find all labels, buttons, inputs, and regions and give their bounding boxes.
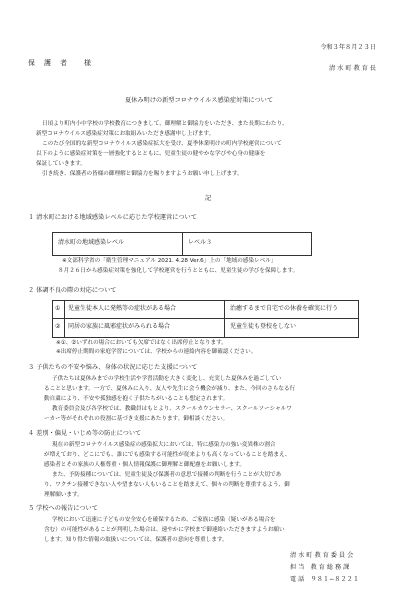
section-4-line: 理解願います。 [44, 492, 83, 498]
symptom-action: 治癒するまで自宅での休養を確実に行う [230, 305, 339, 312]
section-3-line: 教育委員会及び各学校では、教職員はもとより、スクールカウンセラー、スクールソーシャルワ [52, 406, 292, 412]
footer-contact: 担 当 教 育 総 務 課 [290, 564, 350, 571]
intro-line: 引き続き、保護者の皆様の御理解と御協力を賜りますようお願い申し上げます。 [42, 171, 243, 177]
recipient-line: 保 護 者 様 [28, 59, 92, 67]
infection-level-label: 清水町の地域感染レベル [58, 239, 125, 246]
symptom-action: 児童生徒も登校をしない [230, 323, 297, 330]
sender-line: 清 水 町 教 育 長 [329, 65, 376, 72]
section-1-note: ※文部科学省の「衛生管理マニュアル 2021. 4.28 Ver.6」上の「地域の感染レベル」 [62, 258, 277, 264]
section-2-heading: ２ 体調不良の際の対応について [28, 287, 117, 294]
table-divider [182, 232, 183, 255]
section-5-heading: ５ 学校への報告について [28, 505, 98, 512]
row-number: ① [55, 305, 61, 312]
section-5-line: 含む）の可能性があることが判明した場合は、速やかに学校まで御連絡いただきますようお願い [44, 527, 285, 533]
footer-organization: 清 水 町 教 育 委 員 会 [290, 552, 354, 559]
symptom-case: 同居の家族に風邪症状がみられる場合 [68, 323, 171, 330]
section-3-line: ることと思います。一方で、夏休みに入り、友人や先生に会う機会が減り、また、今回のさらなる行 [44, 386, 296, 392]
document-title: 夏休み明けの新型コロナウイルス感染症対策について [125, 97, 274, 104]
section-4-line: り、ワクチン接種できない人や望まない人もいることを踏まえて、個々の判断を尊重するよう、御 [44, 482, 290, 488]
section-2-note: ※①、②いずれの場合においても欠席ではなく出席停止となります。 [56, 340, 227, 346]
section-5-line: 学校において迅速に子どもの安全安心を確保するため、ご家族に感染（疑いがある場合を [52, 517, 276, 523]
section-3-line: ーカー等がそれぞれの役割に基づき支援にあたります。御相談ください。 [44, 416, 229, 422]
section-4-line: また、予防接種については、児童生徒及び保護者の意思で接種の判断を行うことが大切であ [52, 472, 282, 478]
ki-mark: 記 [205, 195, 212, 202]
intro-line: 新型コロナウイルス感染症対策にお取組みいただき感謝申し上げます。 [36, 131, 215, 137]
intro-line: このたび全国的な新型コロナウイルス感染症拡大を受け、夏季休業明けの町内学校運営について [42, 141, 282, 147]
intro-line: 保証していきます。 [36, 161, 86, 167]
section-4-line: 現在の新型コロナウイルス感染症の感染拡大においては、特に感染力の強い変異株の割合 [52, 442, 276, 448]
symptom-case: 児童生徒本人に発熱等の症状がある場合 [68, 305, 177, 312]
document-date: 令和３年８月２３日 [320, 44, 376, 51]
intro-line: 以下のように感染症対策を一層強化するとともに、児童生徒の健やかな学びや心身の健康を [36, 151, 266, 157]
footer-phone: 電 話 ９８１−８２２１ [290, 576, 360, 583]
section-4-line: が増えており、どこにでも、誰にでも感染する可能性が従来よりも高くなっていることを踏まえ、 [44, 452, 291, 458]
intro-line: 日頃より町内小中学校の学校教育につきまして、御理解と御協力をいただき、また長期にわたり、 [42, 121, 288, 127]
row-number: ② [55, 323, 61, 330]
table-divider [224, 300, 225, 337]
table-divider [64, 300, 65, 337]
section-3-line: 動自粛により、不安や孤独感を抱く子供たちがいることも想定されます。 [44, 396, 229, 402]
section-3-heading: ３ 子供たちの不安や悩み、身体の状況に応じた支援について [28, 364, 198, 371]
section-4-line: 感染者とその家族の人権尊重・個人情報保護に御理解と御配慮をお願いします。 [44, 462, 245, 468]
table-divider [52, 318, 358, 319]
infection-level-value: レベル３ [188, 239, 213, 246]
section-2-note: ※出席停止期間の家庭学習については、学校からの連絡内容を御確認ください。 [56, 349, 257, 355]
section-4-heading: ４ 差別・偏見・いじめ等の防止について [28, 430, 142, 437]
section-1-note: ８月２６日から感染症対策を強化して学校運営を行うとともに、児童生徒の学びを保障します。 [58, 268, 299, 274]
section-5-line: します。知り得た情報の取扱いについては、保護者の意向を尊重します。 [44, 537, 228, 543]
section-3-line: 子供たちは夏休みまでの学校生活や学習活動を大きく変化し、充実した夏休みを過ごしてい [52, 376, 282, 382]
section-1-heading: １ 清水町における地域感染レベルに応じた学校運営について [28, 214, 197, 221]
